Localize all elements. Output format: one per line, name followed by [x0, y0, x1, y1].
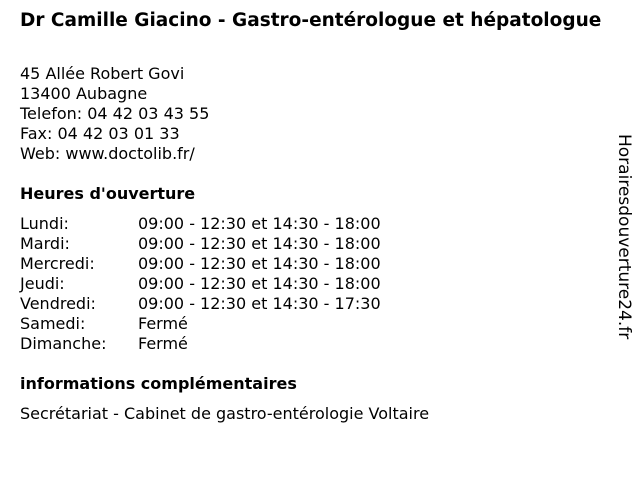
opening-hours-list: [20, 214, 381, 354]
hours-value: 09:00 - 12:30 et 14:30 - 18:00: [138, 214, 381, 233]
hours-row-saturday: [20, 314, 381, 334]
hours-value: 09:00 - 12:30 et 14:30 - 18:00: [138, 274, 381, 293]
day-label: Jeudi:: [20, 274, 65, 293]
day-label: Lundi:: [20, 214, 69, 233]
opening-hours-heading: Heures d'ouverture: [20, 184, 196, 203]
day-label: Mardi:: [20, 234, 70, 253]
day-label: Samedi:: [20, 314, 86, 333]
address-line-street: 45 Allée Robert Govi: [20, 64, 185, 83]
hours-value: 09:00 - 12:30 et 14:30 - 18:00: [138, 234, 381, 253]
page-title: Dr Camille Giacino - Gastro-entérologue et hépatologue: [20, 10, 602, 31]
hours-row-sunday: [20, 334, 381, 354]
hours-row-wednesday: [20, 254, 381, 274]
fax-text: Fax: 04 42 03 01 33: [20, 124, 180, 143]
additional-info-heading: informations complémentaires: [20, 374, 297, 393]
day-label: Mercredi:: [20, 254, 95, 273]
address-line-city: 13400 Aubagne: [20, 84, 148, 103]
hours-row-friday: [20, 294, 381, 314]
hours-value: 09:00 - 12:30 et 14:30 - 17:30: [138, 294, 381, 313]
hours-row-thursday: [20, 274, 381, 294]
hours-row-tuesday: [20, 234, 381, 254]
hours-value: Fermé: [138, 334, 188, 353]
site-brand-watermark: Horairesdouverture24.fr: [614, 134, 634, 340]
hours-row-monday: [20, 214, 381, 234]
contact-block: [20, 64, 209, 164]
phone-text: Telefon: 04 42 03 43 55: [20, 104, 210, 123]
hours-value: Fermé: [138, 314, 188, 333]
hours-value: 09:00 - 12:30 et 14:30 - 18:00: [138, 254, 381, 273]
day-label: Vendredi:: [20, 294, 96, 313]
day-label: Dimanche:: [20, 334, 107, 353]
additional-info-text: Secrétariat - Cabinet de gastro-entérologie Voltaire: [20, 404, 430, 423]
web-text: Web: www.doctolib.fr/: [20, 144, 195, 163]
